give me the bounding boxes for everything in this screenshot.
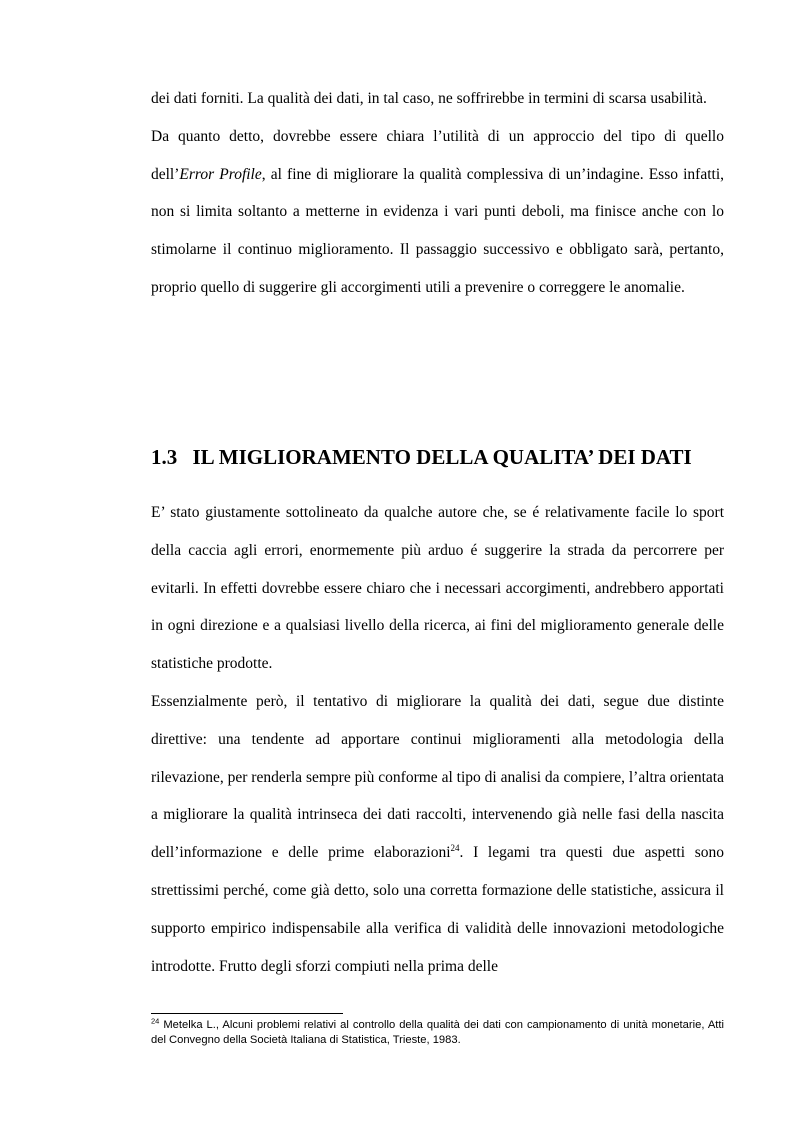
paragraph-text: dei dati forniti. La qualità dei dati, in tal caso, ne soffrirebbe in termini di scarsa usabilità.: [151, 90, 707, 107]
paragraph-text: Da quanto detto, dovrebbe essere chiara l’utilità di un approccio del tipo di quello dell’: [151, 127, 724, 183]
footnote-reference: 24: [450, 843, 460, 854]
footnote-marker: 24: [151, 1016, 160, 1026]
section-heading: [151, 443, 751, 471]
footnote: [151, 1018, 724, 1047]
paragraph: [151, 494, 724, 683]
paragraph: [151, 80, 724, 118]
paragraph: [151, 683, 724, 985]
footnote-separator: [151, 1013, 343, 1014]
paragraph: [151, 118, 724, 307]
paragraph-text: Essenzialmente però, il tentativo di migliorare la qualità dei dati, segue due distinte direttive: una tendente ad apportare continui miglioramenti alla metodologia della rilevazione, per renderla sempre più conforme al tipo di analisi da compiere, l’altra orientata a migliorare la qualità intrinseca dei dati raccolti, intervenendo già nelle fasi della nascita dell’informazione e delle prime elaborazioni: [151, 692, 724, 862]
italic-term: Error Profile: [179, 165, 262, 183]
section-number: 1.3: [151, 445, 178, 469]
footnote-text: Metelka L., Alcuni problemi relativi al controllo della qualità dei dati con campionamento di unità monetarie, Atti del Convegno della Società Italiana di Statistica, Trieste, 1983.: [151, 1019, 724, 1046]
section-title: IL MIGLIORAMENTO DELLA QUALITA’ DEI DATI: [192, 445, 692, 469]
paragraph-text: E’ stato giustamente sottolineato da qualche autore che, se é relativamente facile lo sport della caccia agli errori, enormemente più arduo é suggerire la strada da percorrere per evitarli. In effetti dovrebbe essere chiaro che i necessari accorgimenti, andrebbero apportati in ogni direzione e a qualsiasi livello della ricerca, ai fini del miglioramento generale delle statistiche prodotte.: [151, 504, 724, 673]
body-text-top: [151, 80, 724, 307]
paragraph-text: , al fine di migliorare la qualità complessiva di un’indagine. Esso infatti, non si limita soltanto a metterne in evidenza i vari punti deboli, ma finisce anche con lo stimolarne il continuo miglioramento. Il passaggio successivo e obbligato sarà, pertanto, proprio quello di suggerire gli accorgimenti utili a prevenire o correggere le anomalie.: [151, 165, 724, 296]
body-text-bottom: [151, 494, 724, 985]
paragraph-text: . I legami tra questi due aspetti sono strettissimi perché, come già detto, solo una corretta formazione delle statistiche, assicura il supporto empirico indispensabile alla verifica di validità delle innovazioni metodologiche introdotte. Frutto degli sforzi compiuti nella prima delle: [151, 844, 724, 975]
